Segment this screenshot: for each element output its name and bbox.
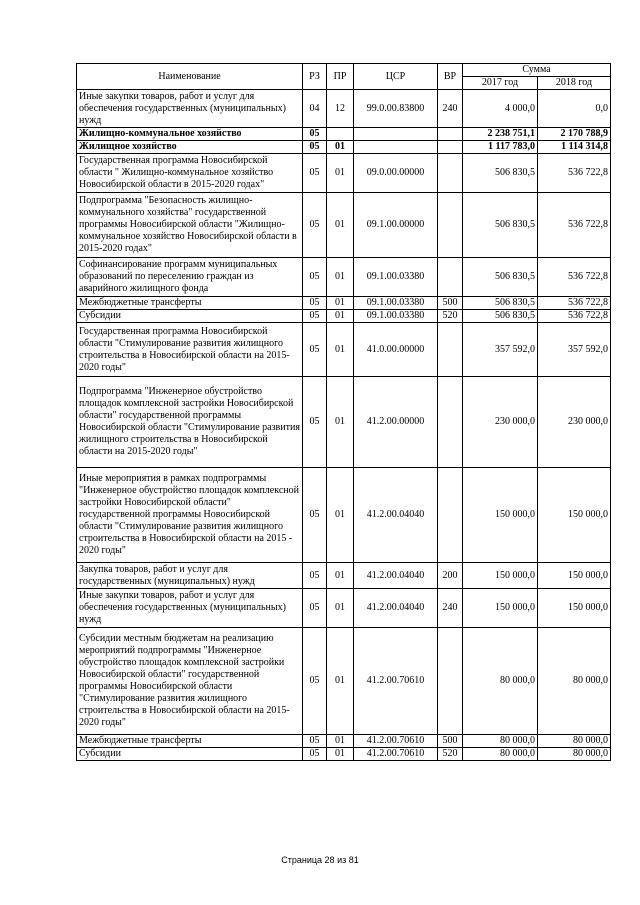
table-row bbox=[77, 310, 611, 323]
row-vr: 200 bbox=[438, 563, 463, 589]
table-row bbox=[77, 735, 611, 748]
row-csr: 41.2.00.00000 bbox=[354, 377, 438, 468]
row-vr bbox=[438, 141, 463, 154]
row-rz: 05 bbox=[303, 154, 327, 193]
row-rz: 05 bbox=[303, 748, 327, 761]
row-amount-2018: 150 000,0 bbox=[538, 468, 611, 563]
row-name: Межбюджетные трансферты bbox=[77, 735, 303, 748]
row-csr: 41.2.00.70610 bbox=[354, 735, 438, 748]
row-amount-2018: 150 000,0 bbox=[538, 589, 611, 628]
row-amount-2018: 230 000,0 bbox=[538, 377, 611, 468]
row-name: Государственная программа Новосибирской области " Жилищно-коммунальное хозяйство Новосибирской области в 2015-2020 годах" bbox=[77, 154, 303, 193]
row-amount-2018: 536 722,8 bbox=[538, 297, 611, 310]
row-rz: 05 bbox=[303, 563, 327, 589]
row-name: Софинансирование программ муниципальных образований по переселению граждан из аварийного жилищного фонда bbox=[77, 258, 303, 297]
row-rz: 05 bbox=[303, 310, 327, 323]
row-csr: 41.2.00.04040 bbox=[354, 589, 438, 628]
row-pr: 01 bbox=[327, 193, 354, 258]
row-csr: 41.2.00.70610 bbox=[354, 628, 438, 735]
row-amount-2017: 506 830,5 bbox=[463, 154, 538, 193]
row-amount-2017: 230 000,0 bbox=[463, 377, 538, 468]
row-pr: 01 bbox=[327, 297, 354, 310]
row-name: Субсидии bbox=[77, 748, 303, 761]
row-amount-2018: 2 170 788,9 bbox=[538, 128, 611, 141]
header-rz: РЗ bbox=[303, 64, 327, 90]
row-pr: 01 bbox=[327, 468, 354, 563]
row-vr: 240 bbox=[438, 589, 463, 628]
row-csr: 99.0.00.83800 bbox=[354, 90, 438, 128]
row-amount-2017: 4 000,0 bbox=[463, 90, 538, 128]
table-row bbox=[77, 193, 611, 258]
row-amount-2017: 1 117 783,0 bbox=[463, 141, 538, 154]
row-amount-2017: 80 000,0 bbox=[463, 748, 538, 761]
row-vr bbox=[438, 193, 463, 258]
row-vr bbox=[438, 258, 463, 297]
row-name: Иные закупки товаров, работ и услуг для обеспечения государственных (муниципальных) нужд bbox=[77, 589, 303, 628]
row-csr: 41.2.00.04040 bbox=[354, 563, 438, 589]
row-name: Жилищное хозяйство bbox=[77, 141, 303, 154]
row-name: Межбюджетные трансферты bbox=[77, 297, 303, 310]
header-sum: Сумма bbox=[463, 64, 611, 77]
row-name: Иные мероприятия в рамках подпрограммы "Инженерное обустройство площадок комплексной застройки Новосибирской области" государственной программы Новосибирской области "Стимулирование развития жилищного строительства в Новосибирской области на 2015 - 2020 годы" bbox=[77, 468, 303, 563]
row-amount-2017: 506 830,5 bbox=[463, 297, 538, 310]
row-rz: 05 bbox=[303, 141, 327, 154]
row-amount-2017: 2 238 751,1 bbox=[463, 128, 538, 141]
row-csr bbox=[354, 141, 438, 154]
table-row bbox=[77, 589, 611, 628]
row-amount-2018: 80 000,0 bbox=[538, 628, 611, 735]
row-rz: 05 bbox=[303, 468, 327, 563]
row-amount-2018: 0,0 bbox=[538, 90, 611, 128]
row-pr: 01 bbox=[327, 154, 354, 193]
row-rz: 05 bbox=[303, 377, 327, 468]
row-csr: 09.0.00.00000 bbox=[354, 154, 438, 193]
row-name: Субсидии местным бюджетам на реализацию мероприятий подпрограммы "Инженерное обустройство площадок комплексной застройки Новосибирской области" государственной программы Новосибирской области "Стимулирование развития жилищного строительства в Новосибирской области на 2015-2020 годы" bbox=[77, 628, 303, 735]
row-name: Иные закупки товаров, работ и услуг для обеспечения государственных (муниципальных) нужд bbox=[77, 90, 303, 128]
row-csr: 09.1.00.03380 bbox=[354, 310, 438, 323]
row-name: Государственная программа Новосибирской области "Стимулирование развития жилищного строительства в Новосибирской области на 2015-2020 годы" bbox=[77, 323, 303, 377]
row-rz: 05 bbox=[303, 193, 327, 258]
row-pr: 01 bbox=[327, 748, 354, 761]
row-amount-2017: 506 830,5 bbox=[463, 193, 538, 258]
row-pr: 01 bbox=[327, 563, 354, 589]
row-rz: 05 bbox=[303, 297, 327, 310]
row-csr bbox=[354, 128, 438, 141]
row-vr: 500 bbox=[438, 735, 463, 748]
row-pr: 01 bbox=[327, 735, 354, 748]
row-rz: 05 bbox=[303, 589, 327, 628]
table-row bbox=[77, 377, 611, 468]
row-rz: 05 bbox=[303, 628, 327, 735]
table-row bbox=[77, 563, 611, 589]
header-pr: ПР bbox=[327, 64, 354, 90]
table-row bbox=[77, 628, 611, 735]
row-amount-2017: 80 000,0 bbox=[463, 735, 538, 748]
row-pr: 01 bbox=[327, 589, 354, 628]
row-amount-2018: 536 722,8 bbox=[538, 310, 611, 323]
table-row bbox=[77, 323, 611, 377]
row-name: Субсидии bbox=[77, 310, 303, 323]
row-amount-2018: 536 722,8 bbox=[538, 154, 611, 193]
row-csr: 41.2.00.70610 bbox=[354, 748, 438, 761]
row-vr bbox=[438, 323, 463, 377]
row-vr bbox=[438, 628, 463, 735]
row-pr: 12 bbox=[327, 90, 354, 128]
row-amount-2017: 80 000,0 bbox=[463, 628, 538, 735]
row-pr bbox=[327, 128, 354, 141]
row-pr: 01 bbox=[327, 258, 354, 297]
row-amount-2017: 150 000,0 bbox=[463, 589, 538, 628]
table-row bbox=[77, 748, 611, 761]
row-pr: 01 bbox=[327, 310, 354, 323]
row-name: Подпрограмма "Инженерное обустройство площадок комплексной застройки Новосибирской области" государственной программы Новосибирской области "Стимулирование развития жилищного строительства в Новосибирской области на 2015-2020 годы" bbox=[77, 377, 303, 468]
budget-table bbox=[76, 63, 611, 761]
row-csr: 09.1.00.03380 bbox=[354, 297, 438, 310]
row-rz: 05 bbox=[303, 128, 327, 141]
header-2017: 2017 год bbox=[463, 77, 538, 90]
row-pr: 01 bbox=[327, 323, 354, 377]
row-vr: 520 bbox=[438, 748, 463, 761]
row-name: Подпрограмма "Безопасность жилищно-коммунального хозяйства" государственной программы Новосибирской области "Жилищно-коммунальное хозяйство Новосибирской области в 2015-2020 годах" bbox=[77, 193, 303, 258]
row-rz: 04 bbox=[303, 90, 327, 128]
row-pr: 01 bbox=[327, 141, 354, 154]
row-amount-2017: 506 830,5 bbox=[463, 310, 538, 323]
row-csr: 41.2.00.04040 bbox=[354, 468, 438, 563]
row-amount-2018: 536 722,8 bbox=[538, 258, 611, 297]
row-pr: 01 bbox=[327, 377, 354, 468]
row-csr: 09.1.00.03380 bbox=[354, 258, 438, 297]
row-vr: 240 bbox=[438, 90, 463, 128]
table-row bbox=[77, 468, 611, 563]
table-row bbox=[77, 154, 611, 193]
row-rz: 05 bbox=[303, 323, 327, 377]
row-amount-2018: 150 000,0 bbox=[538, 563, 611, 589]
row-csr: 09.1.00.00000 bbox=[354, 193, 438, 258]
table-row bbox=[77, 258, 611, 297]
row-amount-2018: 80 000,0 bbox=[538, 748, 611, 761]
table-row bbox=[77, 141, 611, 154]
row-vr bbox=[438, 468, 463, 563]
row-rz: 05 bbox=[303, 735, 327, 748]
row-name: Закупка товаров, работ и услуг для государственных (муниципальных) нужд bbox=[77, 563, 303, 589]
row-vr bbox=[438, 154, 463, 193]
row-name: Жилищно-коммунальное хозяйство bbox=[77, 128, 303, 141]
row-amount-2018: 1 114 314,8 bbox=[538, 141, 611, 154]
row-rz: 05 bbox=[303, 258, 327, 297]
row-amount-2018: 536 722,8 bbox=[538, 193, 611, 258]
row-amount-2017: 506 830,5 bbox=[463, 258, 538, 297]
page-number: Страница 28 из 81 bbox=[281, 855, 359, 865]
row-amount-2017: 150 000,0 bbox=[463, 468, 538, 563]
row-pr: 01 bbox=[327, 628, 354, 735]
table-row bbox=[77, 128, 611, 141]
row-amount-2018: 357 592,0 bbox=[538, 323, 611, 377]
table-row bbox=[77, 90, 611, 128]
row-amount-2017: 150 000,0 bbox=[463, 563, 538, 589]
row-vr: 520 bbox=[438, 310, 463, 323]
header-2018: 2018 год bbox=[538, 77, 611, 90]
header-csr: ЦСР bbox=[354, 64, 438, 90]
row-amount-2018: 80 000,0 bbox=[538, 735, 611, 748]
row-vr: 500 bbox=[438, 297, 463, 310]
row-csr: 41.0.00.00000 bbox=[354, 323, 438, 377]
row-amount-2017: 357 592,0 bbox=[463, 323, 538, 377]
header-vr: ВР bbox=[438, 64, 463, 90]
header-name: Наименование bbox=[77, 64, 303, 90]
row-vr bbox=[438, 128, 463, 141]
table-row bbox=[77, 297, 611, 310]
row-vr bbox=[438, 377, 463, 468]
